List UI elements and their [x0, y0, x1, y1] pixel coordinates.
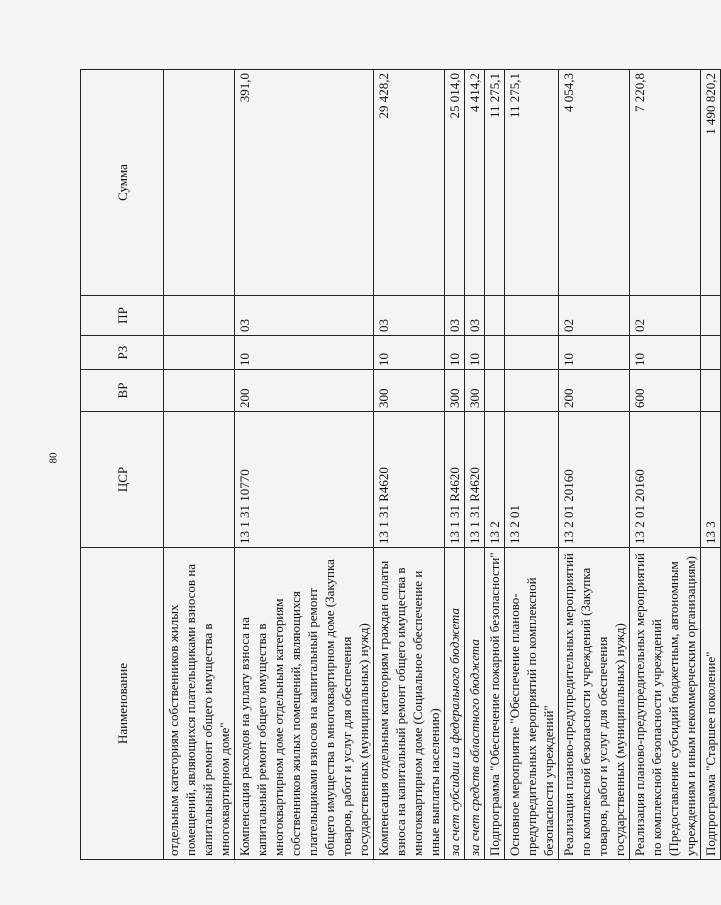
cell-pr: 03 [235, 296, 374, 336]
cell-pr [701, 296, 721, 336]
cell-name: Подпрограмма "Старшее поколение" [701, 548, 721, 860]
table-row [235, 70, 374, 860]
cell-rz: 10 [559, 336, 630, 370]
cell-csr: 13 1 31 R4620 [445, 412, 465, 548]
cell-vr [505, 370, 559, 412]
cell-vr: 300 [445, 370, 465, 412]
cell-vr [701, 370, 721, 412]
cell-vr: 200 [235, 370, 374, 412]
cell-vr: 300 [465, 370, 485, 412]
cell-sum: 1 490 820,2 [701, 70, 721, 296]
cell-sum [164, 70, 235, 296]
cell-pr [485, 296, 505, 336]
table-header-row [81, 70, 164, 860]
cell-vr [485, 370, 505, 412]
table-row [465, 70, 485, 860]
table-row [505, 70, 559, 860]
header-rz: РЗ [81, 336, 164, 370]
rotated-page [80, 70, 718, 860]
cell-sum: 391,0 [235, 70, 374, 296]
cell-rz [701, 336, 721, 370]
cell-name: отдельным категориям собственников жилых помещений, являющихся плательщиками взносов на капитальный ремонт общего имущества в многоквартирном доме" [164, 548, 235, 860]
cell-name: за счет средств областного бюджета [465, 548, 485, 860]
cell-csr: 13 1 31 10770 [235, 412, 374, 548]
cell-csr: 13 2 [485, 412, 505, 548]
table-row [701, 70, 721, 860]
cell-csr: 13 2 01 [505, 412, 559, 548]
cell-rz: 10 [445, 336, 465, 370]
cell-sum: 4 414,2 [465, 70, 485, 296]
cell-sum: 7 220,8 [630, 70, 701, 296]
budget-table [80, 69, 721, 860]
cell-pr: 03 [374, 296, 445, 336]
cell-name: за счет субсидии из федерального бюджета [445, 548, 465, 860]
cell-sum: 25 014,0 [445, 70, 465, 296]
cell-csr: 13 1 31 R4620 [465, 412, 485, 548]
cell-rz [485, 336, 505, 370]
table-row [630, 70, 701, 860]
header-csr: ЦСР [81, 412, 164, 548]
cell-vr: 600 [630, 370, 701, 412]
cell-sum: 11 275,1 [485, 70, 505, 296]
cell-rz: 10 [465, 336, 485, 370]
cell-name: Основное мероприятие "Обеспечение планово-предупредительных мероприятий по комплексной безопасности учреждений" [505, 548, 559, 860]
cell-rz: 10 [374, 336, 445, 370]
header-vr: ВР [81, 370, 164, 412]
page-number: 80 [47, 452, 60, 464]
cell-csr: 13 3 [701, 412, 721, 548]
header-sum: Сумма [81, 70, 164, 296]
cell-pr [164, 296, 235, 336]
cell-csr: 13 2 01 20160 [559, 412, 630, 548]
cell-pr: 03 [465, 296, 485, 336]
header-pr: ПР [81, 296, 164, 336]
cell-pr: 02 [630, 296, 701, 336]
table-row [445, 70, 465, 860]
cell-csr: 13 2 01 20160 [630, 412, 701, 548]
cell-name: Реализация планово-предупредительных мероприятий по комплексной безопасности учреждений (Предоставление субсидий бюджетным, автономным учреждениям и иным некоммерческим организациям) [630, 548, 701, 860]
cell-rz [505, 336, 559, 370]
cell-name: Реализация планово-предупредительных мероприятий по комплексной безопасности учреждений (Закупка товаров, работ и услуг для обеспечения государственных (муниципальных) нужд) [559, 548, 630, 860]
header-name: Наименование [81, 548, 164, 860]
cell-csr [164, 412, 235, 548]
table-row [374, 70, 445, 860]
cell-sum: 4 054,3 [559, 70, 630, 296]
table-row [559, 70, 630, 860]
cell-csr: 13 1 31 R4620 [374, 412, 445, 548]
cell-name: Подпрограмма "Обеспечение пожарной безопасности" [485, 548, 505, 860]
table-row [164, 70, 235, 860]
cell-sum: 29 428,2 [374, 70, 445, 296]
cell-vr: 300 [374, 370, 445, 412]
cell-vr: 200 [559, 370, 630, 412]
cell-rz: 10 [630, 336, 701, 370]
cell-name: Компенсация отдельным категориям граждан оплаты взноса на капитальный ремонт общего имущества в многоквартирном доме (Социальное обеспечение и иные выплаты населению) [374, 548, 445, 860]
cell-vr [164, 370, 235, 412]
cell-sum: 11 275,1 [505, 70, 559, 296]
cell-pr [505, 296, 559, 336]
cell-name: Компенсация расходов на уплату взноса на капитальный ремонт общего имущества в многоквартирном доме отдельным категориям собственников жилых помещений, являющихся плательщиками взносов на капитальный ремонт общего имущества в многоквартирном доме (Закупка товаров, работ и услуг для обеспечения государственных (муниципальных) нужд) [235, 548, 374, 860]
cell-rz: 10 [235, 336, 374, 370]
cell-rz [164, 336, 235, 370]
cell-pr: 02 [559, 296, 630, 336]
cell-pr: 03 [445, 296, 465, 336]
table-row [485, 70, 505, 860]
